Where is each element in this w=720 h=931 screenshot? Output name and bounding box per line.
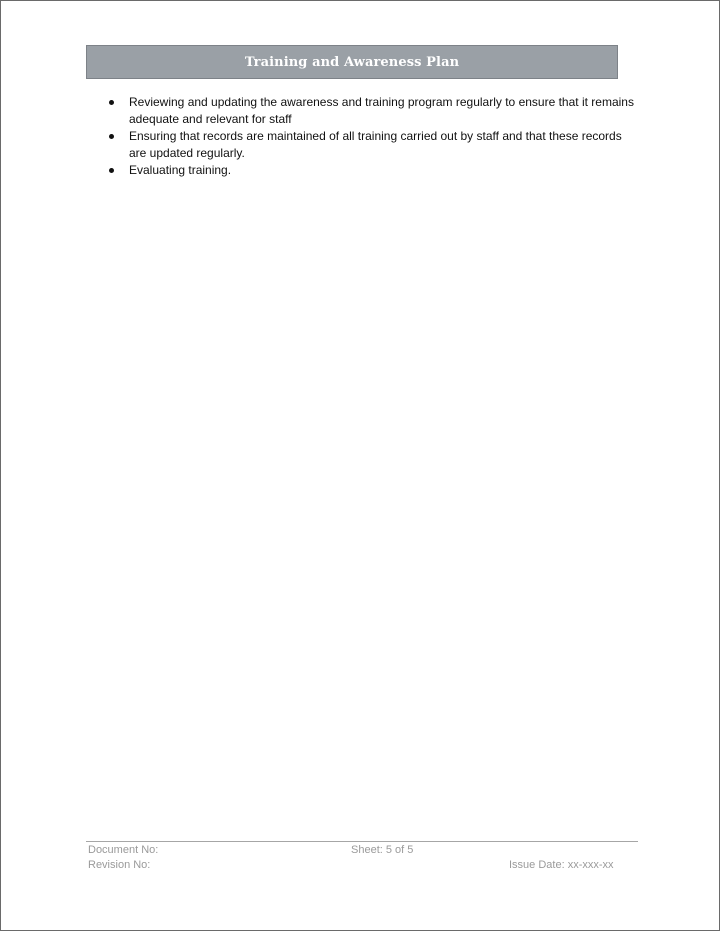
list-item [106, 128, 636, 162]
footer-divider [86, 841, 638, 842]
footer-issue-date: Issue Date: xx-xxx-xx [509, 859, 614, 871]
bullet-icon [109, 100, 114, 105]
list-item-text: Ensuring that records are maintained of all training carried out by staff and that these records are updated regularly. [129, 129, 622, 160]
list-item-text: Evaluating training. [129, 163, 232, 177]
bullet-list [106, 94, 636, 179]
bullet-icon [109, 134, 114, 139]
footer-revision-no: Revision No: [88, 859, 151, 871]
section-header-band [86, 45, 618, 79]
footer-sheet-number: Sheet: 5 of 5 [351, 844, 414, 856]
footer-document-no: Document No: [88, 844, 159, 856]
list-item [106, 94, 636, 128]
list-item [106, 162, 636, 179]
bullet-icon [109, 168, 114, 173]
section-title: Training and Awareness Plan [244, 54, 460, 70]
list-item-text: Reviewing and updating the awareness and training program regularly to ensure that it remains adequate and relevant for staff [129, 95, 634, 126]
